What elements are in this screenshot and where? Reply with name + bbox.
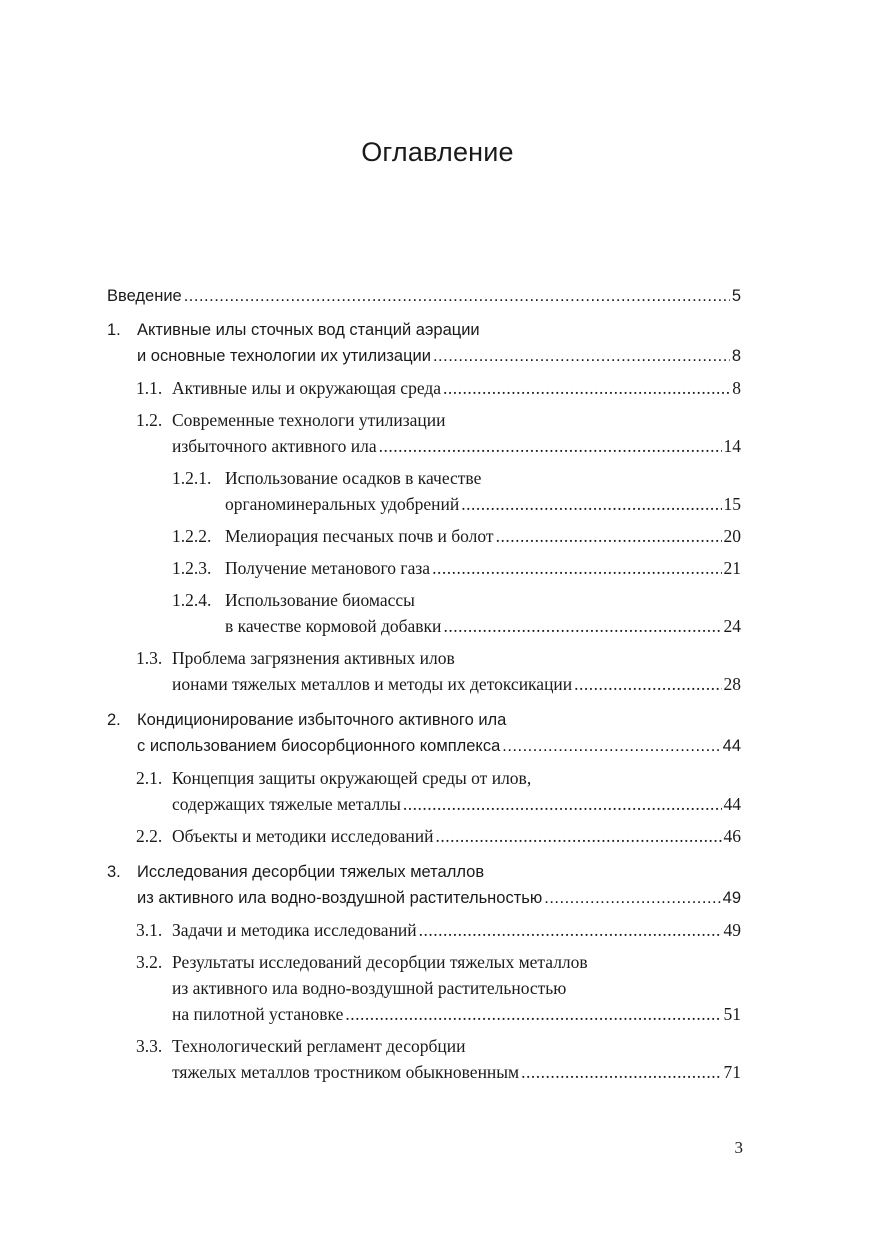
toc-entry-title: на пилотной установке: [172, 1004, 344, 1024]
toc-entry-title: ионами тяжелых металлов и методы их детоксикации: [172, 674, 573, 694]
toc-entry-line: [107, 1059, 741, 1085]
toc-entry-title: Технологический регламент десорбции: [172, 1036, 466, 1056]
toc-entry-page: 49: [723, 920, 741, 940]
toc-entry-line: [107, 645, 741, 671]
toc-entry[interactable]: [107, 407, 741, 459]
toc-entry-line: [107, 317, 741, 343]
toc-dot-leader: [184, 283, 730, 309]
toc-entry-title: Использование осадков в качестве: [225, 468, 482, 488]
toc-entry-number: 2.1.: [136, 768, 163, 788]
toc-entry-title: из активного ила водно-воздушной растительностью: [172, 978, 567, 998]
toc-entry-line: [107, 949, 741, 975]
toc-entry-title: Активные илы сточных вод станций аэрации: [137, 321, 480, 339]
toc-dot-leader: [574, 671, 721, 697]
toc-entry-title: Исследования десорбции тяжелых металлов: [137, 863, 485, 881]
toc-entry[interactable]: [107, 859, 741, 911]
toc-dot-leader: [521, 1059, 721, 1085]
toc-entry-title: Активные илы и окружающая среда: [172, 378, 442, 398]
toc-dot-leader: [345, 1001, 721, 1027]
toc-entry-page: 44: [723, 794, 741, 814]
toc-entry-number: 1.: [107, 321, 121, 339]
toc-entry-line: [107, 917, 741, 943]
toc-entry-number: 3.: [107, 863, 121, 881]
page-number: 3: [734, 1138, 743, 1157]
toc-dot-leader: [432, 555, 721, 581]
toc-entry[interactable]: [107, 917, 741, 943]
toc-entry-number: 2.2.: [136, 826, 163, 846]
toc-entry-page: 14: [723, 436, 741, 456]
toc-entry-title: Получение метанового газа: [225, 558, 431, 578]
toc-entry-line: [107, 975, 741, 1001]
toc-entry[interactable]: [107, 283, 741, 309]
toc-dot-leader: [433, 343, 730, 369]
toc-entry-title: содержащих тяжелые металлы: [172, 794, 401, 814]
toc-entry-line: [107, 859, 741, 885]
toc-entry-page: 28: [723, 674, 741, 694]
toc-entry-page: 20: [723, 526, 741, 546]
toc-dot-leader: [443, 613, 721, 639]
toc-entry-page: 21: [723, 558, 741, 578]
toc-entry-line: [107, 375, 741, 401]
toc-entry-number: 1.2.: [136, 410, 163, 430]
toc-dot-leader: [403, 791, 722, 817]
toc-entry[interactable]: [107, 523, 741, 549]
toc-entry[interactable]: [107, 823, 741, 849]
toc-entry-number: 1.2.1.: [172, 468, 212, 488]
toc-entry-number: 1.3.: [136, 648, 163, 668]
toc-entry-line: [107, 1001, 741, 1027]
toc-entry-number: 1.2.3.: [172, 558, 212, 578]
toc-entry-title: органоминеральных удобрений: [225, 494, 460, 514]
toc-entry-line: [107, 707, 741, 733]
toc-entry-page: 8: [731, 347, 741, 365]
toc-dot-leader: [544, 885, 720, 911]
toc-entry-line: [107, 885, 741, 911]
toc-entry-page: 15: [723, 494, 741, 514]
page-title: Оглавление: [361, 137, 514, 167]
toc-dot-leader: [461, 491, 721, 517]
toc-entry-title: Использование биомассы: [225, 590, 415, 610]
toc-entry[interactable]: [107, 587, 741, 639]
toc-entry[interactable]: [107, 375, 741, 401]
toc-entry[interactable]: [107, 1033, 741, 1085]
toc-entry-number: 3.2.: [136, 952, 163, 972]
toc-entry-line: [107, 613, 741, 639]
toc-entry-line: [107, 733, 741, 759]
toc-entry-line: [107, 283, 741, 309]
toc-entry-title: Концепция защиты окружающей среды от илов,: [172, 768, 532, 788]
toc-entry-page: 49: [722, 889, 741, 907]
toc-entry[interactable]: [107, 645, 741, 697]
toc-entry-title: Проблема загрязнения активных илов: [172, 648, 455, 668]
toc-entry-line: [107, 791, 741, 817]
toc-dot-leader: [502, 733, 720, 759]
toc-dot-leader: [379, 433, 722, 459]
toc-entry-line: [107, 433, 741, 459]
toc-entry-title: Задачи и методика исследований: [172, 920, 417, 940]
toc-entry[interactable]: [107, 765, 741, 817]
toc-entry-page: 51: [723, 1004, 741, 1024]
toc-entry[interactable]: [107, 555, 741, 581]
toc-entry-title: Современные технологи утилизации: [172, 410, 446, 430]
toc-entry-title: Кондиционирование избыточного активного ила: [137, 711, 507, 729]
toc-entry-line: [107, 491, 741, 517]
toc-entry[interactable]: [107, 317, 741, 369]
toc-entry-line: [107, 823, 741, 849]
toc-entry-page: 44: [722, 737, 741, 755]
table-of-contents: [107, 283, 741, 1085]
toc-entry-line: [107, 1033, 741, 1059]
toc-entry-title: и основные технологии их утилизации: [137, 347, 431, 365]
toc-dot-leader: [435, 823, 721, 849]
toc-entry-title: тяжелых металлов тростником обыкновенным: [172, 1062, 520, 1082]
toc-entry-number: 1.1.: [136, 378, 163, 398]
toc-entry[interactable]: [107, 465, 741, 517]
toc-entry-title: в качестве кормовой добавки: [225, 616, 442, 636]
toc-entry-title: Мелиорация песчаных почв и болот: [225, 526, 494, 546]
toc-entry-line: [107, 671, 741, 697]
toc-entry-title: из активного ила водно-воздушной растительностью: [137, 889, 543, 907]
toc-entry-page: 24: [723, 616, 741, 636]
toc-entry-line: [107, 765, 741, 791]
toc-entry-line: [107, 407, 741, 433]
toc-entry-page: 5: [731, 287, 741, 305]
toc-entry-number: 1.2.4.: [172, 590, 212, 610]
toc-dot-leader: [443, 375, 730, 401]
toc-entry-title: с использованием биосорбционного комплекса: [137, 737, 501, 755]
toc-dot-leader: [496, 523, 722, 549]
toc-entry-page: 71: [723, 1062, 741, 1082]
toc-entry[interactable]: [107, 707, 741, 759]
toc-entry-title: Введение: [107, 287, 182, 305]
toc-entry-number: 3.3.: [136, 1036, 163, 1056]
toc-entry[interactable]: [107, 949, 741, 1027]
toc-dot-leader: [419, 917, 722, 943]
toc-entry-page: 8: [732, 378, 741, 398]
toc-entry-title: Объекты и методики исследований: [172, 826, 434, 846]
toc-entry-page: 46: [723, 826, 741, 846]
toc-entry-line: [107, 343, 741, 369]
toc-entry-title: Результаты исследований десорбции тяжелых металлов: [172, 952, 588, 972]
toc-entry-number: 2.: [107, 711, 121, 729]
toc-entry-number: 3.1.: [136, 920, 163, 940]
toc-entry-number: 1.2.2.: [172, 526, 212, 546]
toc-entry-title: избыточного активного ила: [172, 436, 377, 456]
